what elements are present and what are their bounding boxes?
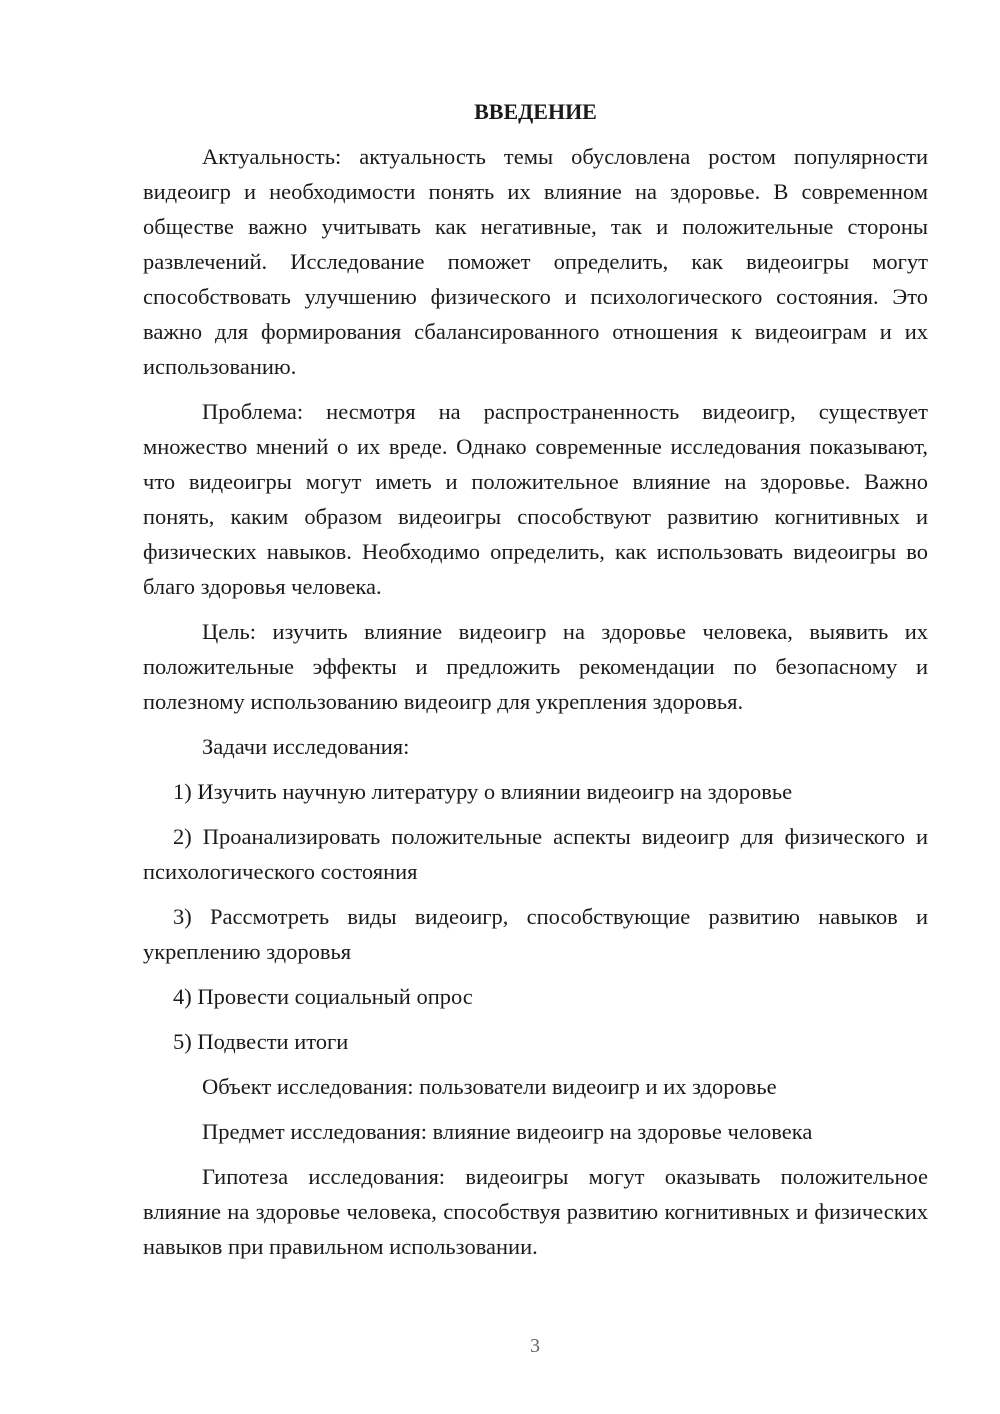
page-content	[143, 94, 928, 1274]
task-item-4: 4) Провести социальный опрос	[173, 984, 473, 1009]
tasks-heading: Задачи исследования:	[202, 734, 410, 759]
task-item-2: 2) Проанализировать положительные аспекты видеоигр для физического и психологического состояния	[143, 824, 928, 884]
paragraph-hypothesis: Гипотеза исследования: видеоигры могут оказывать положительное влияние на здоровье человека, способствуя развитию когнитивных и физических навыков при правильном использовании.	[143, 1164, 928, 1259]
paragraph-subject: Предмет исследования: влияние видеоигр на здоровье человека	[202, 1119, 813, 1144]
task-item-5: 5) Подвести итоги	[173, 1029, 349, 1054]
paragraph-relevance: Актуальность: актуальность темы обусловлена ростом популярности видеоигр и необходимости понять их влияние на здоровье. В современном обществе важно учитывать как негативные, так и положительные стороны развлечений. Исследование поможет определить, как видеоигры могут способствовать улучшению физического и психологического состояния. Это важно для формирования сбалансированного отношения к видеоиграм и их использованию.	[143, 144, 928, 379]
paragraph-goal: Цель: изучить влияние видеоигр на здоровье человека, выявить их положительные эффекты и предложить рекомендации по безопасному и полезному использованию видеоигр для укрепления здоровья.	[143, 619, 928, 714]
task-item-1: 1) Изучить научную литературу о влиянии видеоигр на здоровье	[173, 779, 793, 804]
paragraph-object: Объект исследования: пользователи видеоигр и их здоровье	[202, 1074, 777, 1099]
page-number: 3	[530, 1335, 540, 1357]
page-title: ВВЕДЕНИЕ	[474, 99, 597, 124]
paragraph-problem: Проблема: несмотря на распространенность видеоигр, существует множество мнений о их вреде. Однако современные исследования показывают, что видеоигры могут иметь и положительное влияние на здоровье. Важно понять, каким образом видеоигры способствуют развитию когнитивных и физических навыков. Необходимо определить, как использовать видеоигры во благо здоровья человека.	[143, 399, 928, 599]
task-item-3: 3) Рассмотреть виды видеоигр, способствующие развитию навыков и укреплению здоровья	[143, 904, 928, 964]
